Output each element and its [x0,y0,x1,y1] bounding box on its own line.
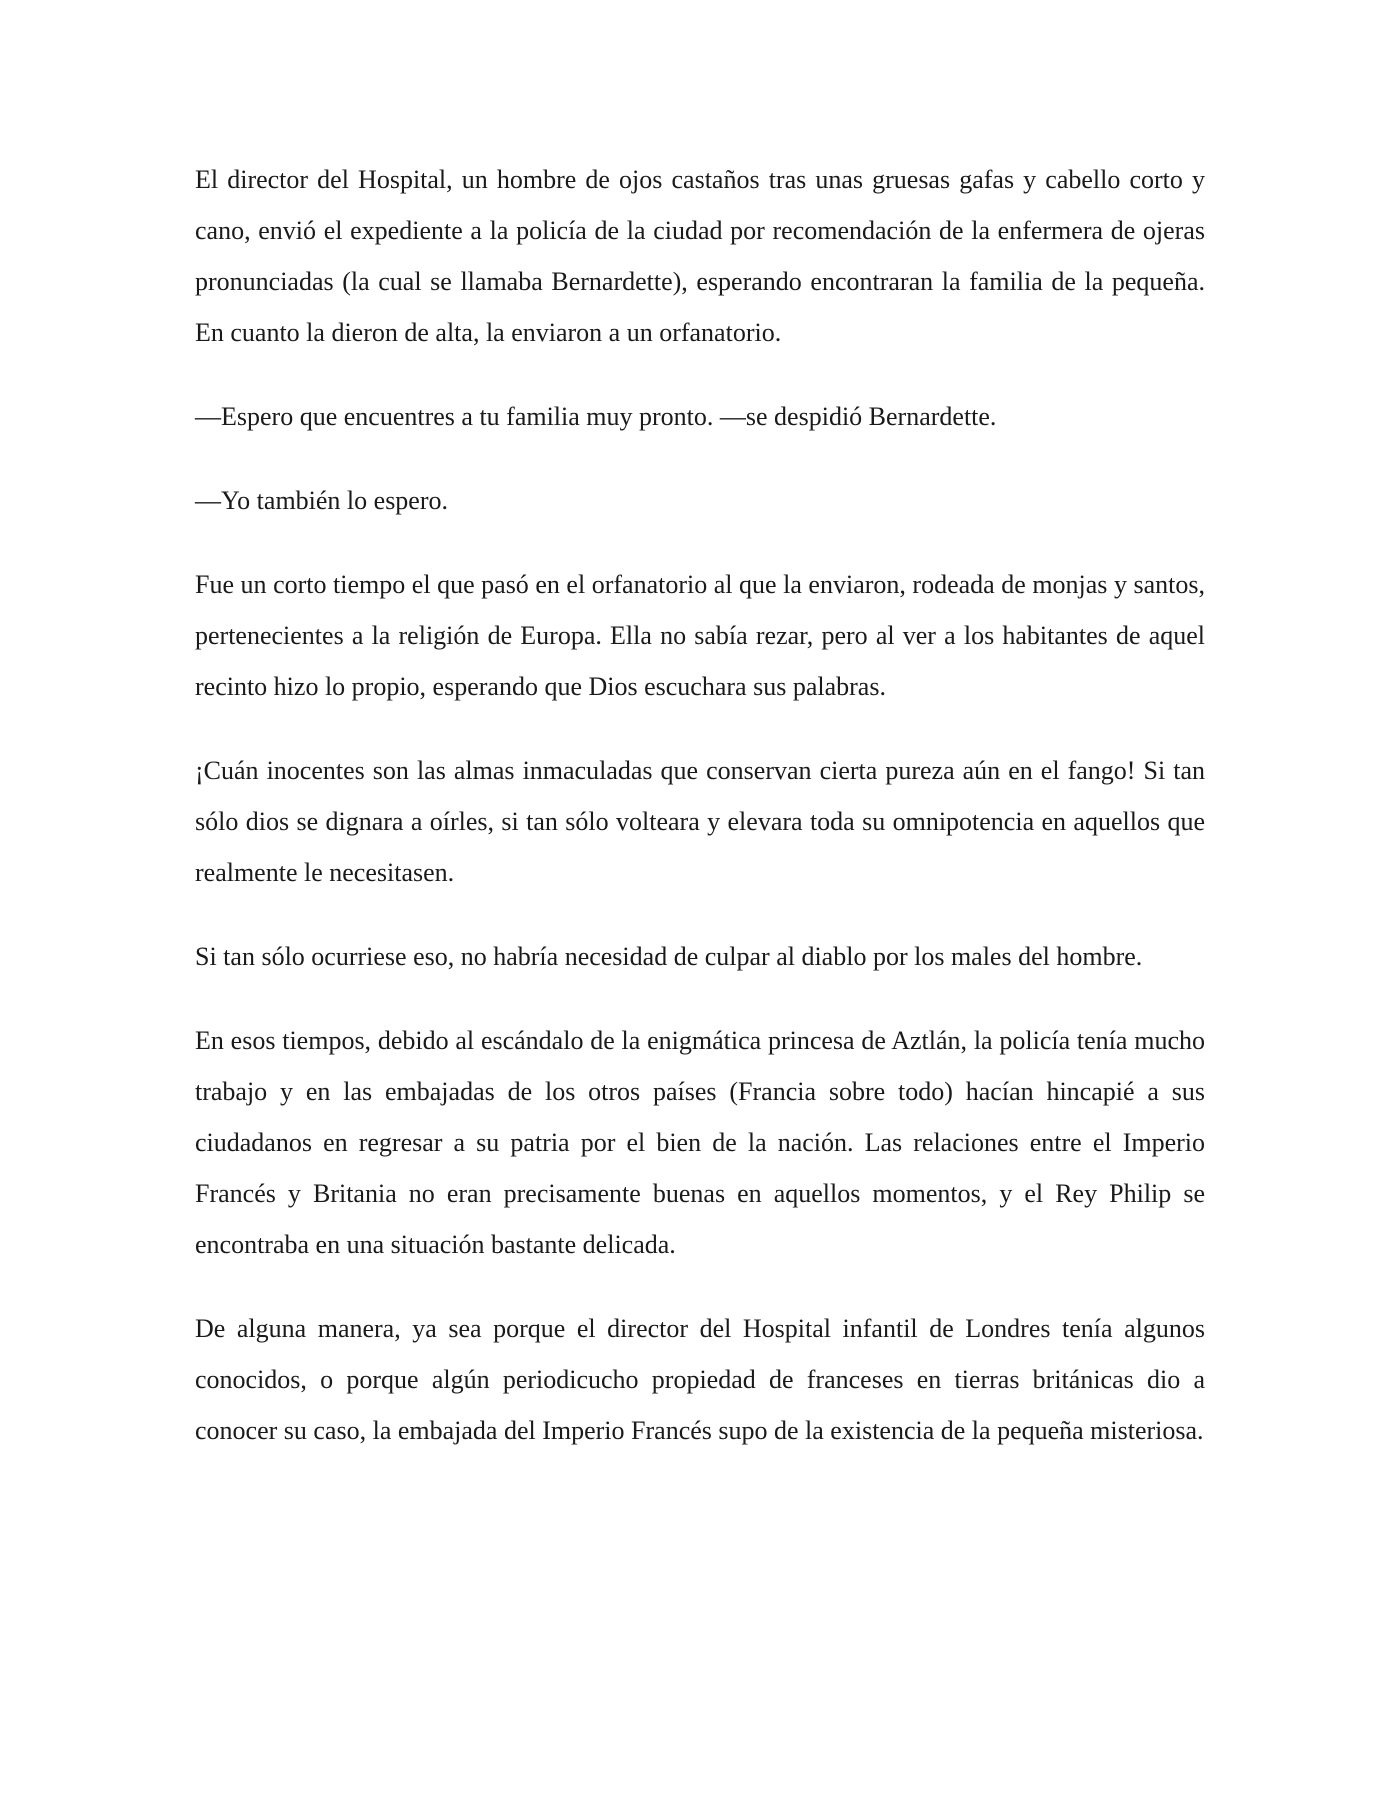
dialogue-line: —Espero que encuentres a tu familia muy pronto. —se despidió Bernardette. [195,402,997,431]
paragraph: ¡Cuán inocentes son las almas inmaculadas que conservan cierta pureza aún en el fango! Si tan sólo dios se dignara a oírles, si tan sólo volteara y elevara toda su omnipotencia en aquellos que realmente le necesitasen. [195,756,1205,887]
paragraph: El director del Hospital, un hombre de ojos castaños tras unas gruesas gafas y cabello corto y cano, envió el expediente a la policía de la ciudad por recomendación de la enfermera de ojeras pronunciadas (la cual se llamaba Bernardette), esperando encontraran la familia de la pequeña. En cuanto la dieron de alta, la enviaron a un orfanatorio. [195,165,1205,347]
paragraph: Fue un corto tiempo el que pasó en el orfanatorio al que la enviaron, rodeada de monjas y santos, pertenecientes a la religión de Europa. Ella no sabía rezar, pero al ver a los habitantes de aquel recinto hizo lo propio, esperando que Dios escuchara sus palabras. [195,570,1205,701]
paragraph: En esos tiempos, debido al escándalo de la enigmática princesa de Aztlán, la policía tenía mucho trabajo y en las embajadas de los otros países (Francia sobre todo) hacían hincapié a sus ciudadanos en regresar a su patria por el bien de la nación. Las relaciones entre el Imperio Francés y Britania no eran precisamente buenas en aquellos momentos, y el Rey Philip se encontraba en una situación bastante delicada. [195,1026,1205,1259]
dialogue-line: —Yo también lo espero. [195,486,449,515]
body-text [195,154,1205,1489]
paragraph: De alguna manera, ya sea porque el director del Hospital infantil de Londres tenía algunos conocidos, o porque algún periodicucho propiedad de franceses en tierras británicas dio a conocer su caso, la embajada del Imperio Francés supo de la existencia de la pequeña misteriosa. [195,1314,1205,1445]
paragraph: Si tan sólo ocurriese eso, no habría necesidad de culpar al diablo por los males del hombre. [195,942,1143,971]
